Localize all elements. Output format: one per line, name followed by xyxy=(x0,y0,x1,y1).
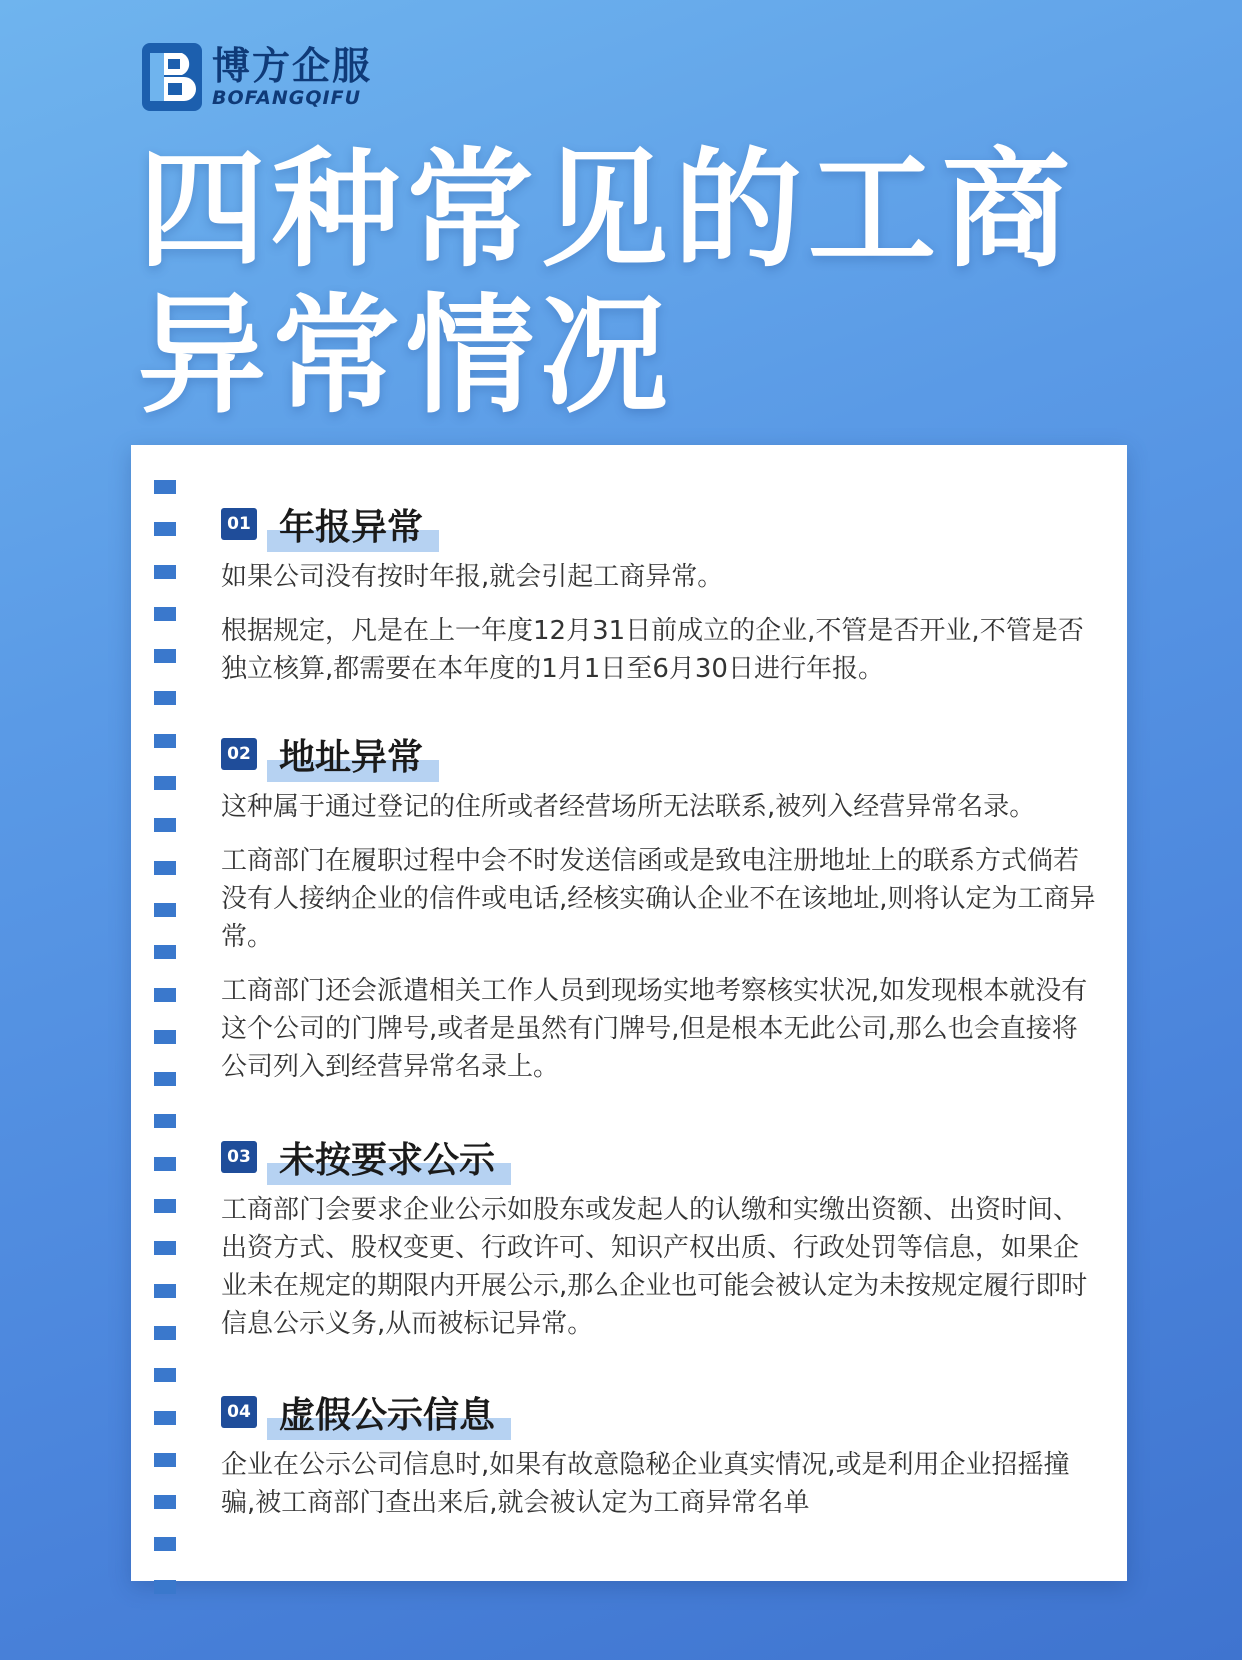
section-title: 未按要求公示 xyxy=(275,1132,511,1183)
section-paragraph: 工商部门还会派遣相关工作人员到现场实地考察核实状况,如发现根本就没有这个公司的门牌号,或者是虽然有门牌号,但是根本无此公司,那么也会直接将公司列入到经营异常名录上。 xyxy=(221,976,1088,1082)
section-paragraph: 如果公司没有按时年报,就会引起工商异常。 xyxy=(221,562,724,592)
section-paragraph: 工商部门会要求企业公示如股东或发起人的认缴和实缴出资额、出资时间、出资方式、股权变更、行政许可、知识产权出质、行政处罚等信息，如果企业未在规定的期限内开展公示,那么企业也可能会被认定为未按规定履行即时信息公示义务,从而被标记异常。 xyxy=(221,1195,1088,1339)
brand-name-en: BOFANGQIFU xyxy=(212,87,361,109)
section-number: 03 xyxy=(221,1141,257,1173)
section-annual-report xyxy=(221,500,1101,704)
page-title-line1: 四种常见的工商 xyxy=(138,136,1077,285)
section-address xyxy=(221,730,1101,1102)
brand-name-cn: 博方企服 xyxy=(212,44,373,88)
notebook-binding xyxy=(154,480,176,1622)
page-title xyxy=(138,138,1138,430)
section-number: 04 xyxy=(221,1396,257,1428)
content-card xyxy=(131,445,1127,1581)
section-title: 虚假公示信息 xyxy=(275,1387,511,1438)
section-title: 年报异常 xyxy=(275,499,439,550)
logo-b-icon xyxy=(142,43,202,111)
page-title-line2: 异常情况 xyxy=(138,282,675,431)
brand-logo xyxy=(142,42,372,112)
section-title: 地址异常 xyxy=(275,729,439,780)
section-paragraph: 企业在公示公司信息时,如果有故意隐秘企业真实情况,或是利用企业招摇撞骗,被工商部门查出来后,就会被认定为工商异常名单 xyxy=(221,1450,1070,1518)
section-paragraph: 工商部门在履职过程中会不时发送信函或是致电注册地址上的联系方式倘若没有人接纳企业的信件或电话,经核实确认企业不在该地址,则将认定为工商异常。 xyxy=(221,846,1096,952)
section-false-info xyxy=(221,1388,1101,1538)
section-paragraph: 这种属于通过登记的住所或者经营场所无法联系,被列入经营异常名录。 xyxy=(221,792,1036,822)
section-number: 02 xyxy=(221,738,257,770)
section-number: 01 xyxy=(221,508,257,540)
section-disclosure xyxy=(221,1133,1101,1359)
section-paragraph: 根据规定，凡是在上一年度12月31日前成立的企业,不管是否开业,不管是否独立核算,都需要在本年度的1月1日至6月30日进行年报。 xyxy=(221,616,1084,684)
